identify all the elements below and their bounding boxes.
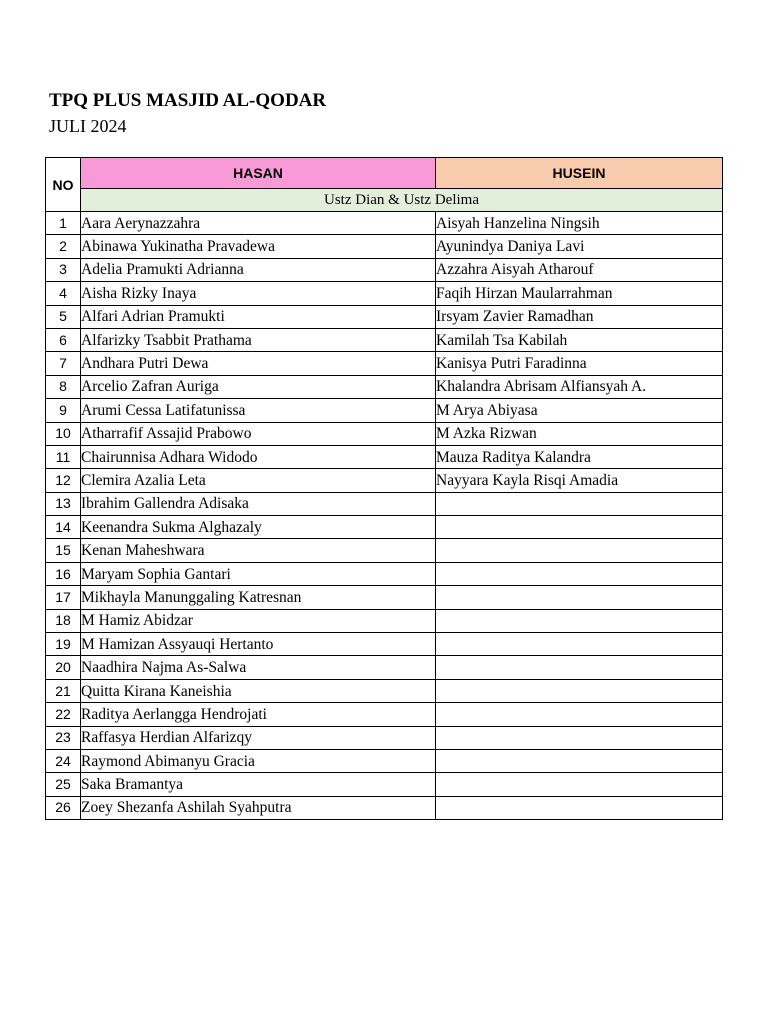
document-title: TPQ PLUS MASJID AL-QODAR [49, 90, 327, 111]
document-subtitle: JULI 2024 [49, 116, 127, 136]
table-row [46, 703, 723, 726]
row-number: 14 [46, 516, 81, 539]
hasan-student-name: Mikhayla Manunggaling Katresnan [81, 586, 436, 609]
table-row [46, 445, 723, 468]
column-header-husein: HUSEIN [436, 158, 723, 189]
husein-student-name [436, 492, 723, 515]
row-number: 26 [46, 796, 81, 819]
row-number: 20 [46, 656, 81, 679]
hasan-student-name: Adelia Pramukti Adrianna [81, 258, 436, 281]
row-number: 23 [46, 726, 81, 749]
hasan-student-name: Atharrafif Assajid Prabowo [81, 422, 436, 445]
table-row [46, 539, 723, 562]
row-number: 5 [46, 305, 81, 328]
row-number: 11 [46, 445, 81, 468]
table-row [46, 773, 723, 796]
hasan-student-name: Arcelio Zafran Auriga [81, 375, 436, 398]
hasan-student-name: Andhara Putri Dewa [81, 352, 436, 375]
husein-student-name [436, 679, 723, 702]
table-row [46, 656, 723, 679]
row-number: 16 [46, 562, 81, 585]
husein-student-name [436, 796, 723, 819]
husein-student-name [436, 633, 723, 656]
table-body [46, 212, 723, 820]
row-number: 13 [46, 492, 81, 515]
table-row [46, 516, 723, 539]
row-number: 22 [46, 703, 81, 726]
hasan-student-name: M Hamizan Assyauqi Hertanto [81, 633, 436, 656]
row-number: 15 [46, 539, 81, 562]
hasan-student-name: Keenandra Sukma Alghazaly [81, 516, 436, 539]
table-row [46, 258, 723, 281]
husein-student-name [436, 562, 723, 585]
hasan-student-name: Abinawa Yukinatha Pravadewa [81, 235, 436, 258]
husein-student-name: Kamilah Tsa Kabilah [436, 328, 723, 351]
husein-student-name: M Azka Rizwan [436, 422, 723, 445]
husein-student-name [436, 773, 723, 796]
hasan-student-name: Aara Aerynazzahra [81, 212, 436, 235]
column-header-hasan: HASAN [81, 158, 436, 189]
row-number: 21 [46, 679, 81, 702]
table-row [46, 235, 723, 258]
table-row [46, 492, 723, 515]
table-row [46, 352, 723, 375]
hasan-student-name: Naadhira Najma As-Salwa [81, 656, 436, 679]
husein-student-name [436, 749, 723, 772]
table-row [46, 422, 723, 445]
husein-student-name: Khalandra Abrisam Alfiansyah A. [436, 375, 723, 398]
husein-student-name [436, 656, 723, 679]
table-row [46, 305, 723, 328]
husein-student-name: Azzahra Aisyah Atharouf [436, 258, 723, 281]
husein-student-name: Aisyah Hanzelina Ningsih [436, 212, 723, 235]
table-row [46, 796, 723, 819]
table-row [46, 469, 723, 492]
husein-student-name [436, 516, 723, 539]
table-row [46, 679, 723, 702]
hasan-student-name: M Hamiz Abidzar [81, 609, 436, 632]
table-row [46, 726, 723, 749]
column-header-no: NO [46, 158, 81, 212]
hasan-student-name: Raymond Abimanyu Gracia [81, 749, 436, 772]
husein-student-name [436, 609, 723, 632]
hasan-student-name: Quitta Kirana Kaneishia [81, 679, 436, 702]
row-number: 7 [46, 352, 81, 375]
row-number: 1 [46, 212, 81, 235]
row-number: 9 [46, 399, 81, 422]
table-row [46, 562, 723, 585]
row-number: 25 [46, 773, 81, 796]
row-number: 19 [46, 633, 81, 656]
table-row [46, 212, 723, 235]
hasan-student-name: Chairunnisa Adhara Widodo [81, 445, 436, 468]
hasan-student-name: Saka Bramantya [81, 773, 436, 796]
husein-student-name: Irsyam Zavier Ramadhan [436, 305, 723, 328]
husein-student-name [436, 726, 723, 749]
teacher-row [46, 189, 723, 212]
student-roster-table [45, 157, 723, 820]
hasan-student-name: Aisha Rizky Inaya [81, 282, 436, 305]
row-number: 12 [46, 469, 81, 492]
table-row [46, 586, 723, 609]
table-row [46, 375, 723, 398]
row-number: 6 [46, 328, 81, 351]
husein-student-name [436, 539, 723, 562]
hasan-student-name: Alfarizky Tsabbit Prathama [81, 328, 436, 351]
husein-student-name: Nayyara Kayla Risqi Amadia [436, 469, 723, 492]
table-row [46, 609, 723, 632]
husein-student-name: Mauza Raditya Kalandra [436, 445, 723, 468]
table-row [46, 328, 723, 351]
husein-student-name: Faqih Hirzan Maularrahman [436, 282, 723, 305]
table-row [46, 282, 723, 305]
hasan-student-name: Ibrahim Gallendra Adisaka [81, 492, 436, 515]
row-number: 17 [46, 586, 81, 609]
hasan-student-name: Clemira Azalia Leta [81, 469, 436, 492]
hasan-student-name: Raditya Aerlangga Hendrojati [81, 703, 436, 726]
husein-student-name: Kanisya Putri Faradinna [436, 352, 723, 375]
hasan-student-name: Maryam Sophia Gantari [81, 562, 436, 585]
husein-student-name: M Arya Abiyasa [436, 399, 723, 422]
hasan-student-name: Arumi Cessa Latifatunissa [81, 399, 436, 422]
husein-student-name [436, 586, 723, 609]
row-number: 18 [46, 609, 81, 632]
hasan-student-name: Zoey Shezanfa Ashilah Syahputra [81, 796, 436, 819]
table-header-row [46, 158, 723, 189]
row-number: 3 [46, 258, 81, 281]
table-row [46, 633, 723, 656]
hasan-student-name: Raffasya Herdian Alfarizqy [81, 726, 436, 749]
row-number: 8 [46, 375, 81, 398]
row-number: 2 [46, 235, 81, 258]
husein-student-name: Ayunindya Daniya Lavi [436, 235, 723, 258]
row-number: 4 [46, 282, 81, 305]
hasan-student-name: Alfari Adrian Pramukti [81, 305, 436, 328]
table-row [46, 749, 723, 772]
husein-student-name [436, 703, 723, 726]
teacher-names: Ustz Dian & Ustz Delima [81, 189, 723, 212]
hasan-student-name: Kenan Maheshwara [81, 539, 436, 562]
table-row [46, 399, 723, 422]
row-number: 10 [46, 422, 81, 445]
row-number: 24 [46, 749, 81, 772]
